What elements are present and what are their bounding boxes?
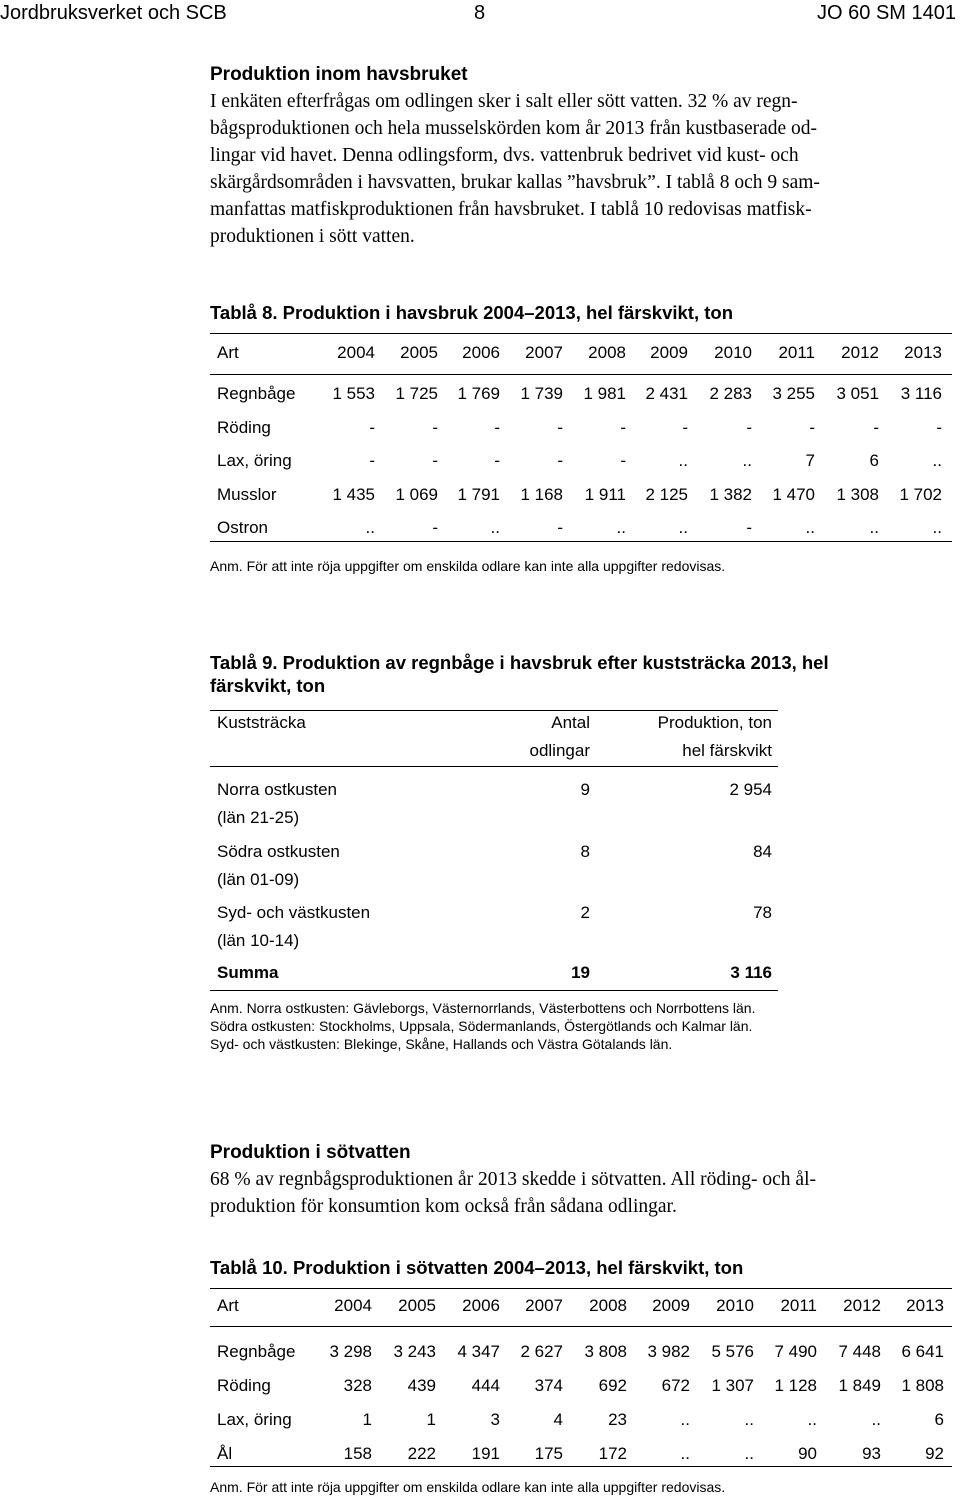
table-cell: 1 911 xyxy=(584,484,626,504)
table-cell: - xyxy=(432,518,438,537)
row-label: Röding xyxy=(217,1376,271,1395)
paragraph-line: produktionen i sött vatten. xyxy=(210,226,415,247)
section-heading-havsbruket: Produktion inom havsbruket xyxy=(210,64,468,85)
table-cell: .. xyxy=(871,1410,881,1429)
table9-total-production: 3 116 xyxy=(730,963,772,982)
table-cell: 1 791 xyxy=(457,484,500,504)
table9-row-sublabel: (län 10-14) xyxy=(217,931,300,950)
table9-note-line: Anm. Norra ostkusten: Gävleborgs, Västernorrlands, Västerbottens och Norrbottens län. xyxy=(210,1000,756,1016)
table9-row-label: Norra ostkusten xyxy=(217,780,337,799)
table-cell: 1 849 xyxy=(838,1376,881,1395)
table-row xyxy=(210,1376,952,1398)
header-left: Jordbruksverket och SCB xyxy=(0,2,227,24)
row-label: Regnbåge xyxy=(217,1342,296,1361)
table8-caption xyxy=(210,302,733,324)
row-label: Röding xyxy=(217,417,271,437)
table-cell: .. xyxy=(678,518,688,537)
table-cell: .. xyxy=(744,1410,754,1429)
table-cell: 1 xyxy=(426,1410,436,1429)
table-rule xyxy=(210,990,778,991)
table9-row-label: Södra ostkusten xyxy=(217,842,340,861)
table9-caption-line: Tablå 9. Produktion av regnbåge i havsbruk efter kuststräcka 2013, hel xyxy=(210,652,829,673)
table-cell: - xyxy=(620,417,626,437)
table-cell: .. xyxy=(742,451,752,470)
table10-header-year: 2012 xyxy=(843,1296,881,1315)
table10-header-art: Art xyxy=(217,1296,239,1315)
table-cell: .. xyxy=(365,518,375,537)
table-cell: 3 982 xyxy=(647,1342,690,1361)
table-cell: 1 739 xyxy=(520,384,563,403)
table-cell: - xyxy=(432,451,438,470)
table-cell: 191 xyxy=(471,1444,500,1463)
table-cell: 2 627 xyxy=(520,1342,563,1361)
table-cell: 1 307 xyxy=(711,1376,754,1395)
table-cell: 3 808 xyxy=(584,1342,627,1361)
table-cell: .. xyxy=(932,518,942,537)
table-row xyxy=(210,418,952,440)
table-cell: 444 xyxy=(471,1376,500,1395)
table9-caption-line: färskvikt, ton xyxy=(210,675,326,696)
table-cell: 158 xyxy=(343,1444,372,1463)
table-cell: 7 490 xyxy=(774,1342,817,1361)
table-cell: 3 116 xyxy=(900,384,942,403)
table-cell: 6 641 xyxy=(901,1342,944,1361)
table-cell: 439 xyxy=(407,1376,436,1395)
table10-note: Anm. För att inte röja uppgifter om enskilda odlare kan inte alla uppgifter redovisas. xyxy=(210,1479,726,1495)
table8-header-year: 2004 xyxy=(337,343,375,362)
table10-header-year: 2008 xyxy=(589,1296,627,1315)
table10-header-year: 2011 xyxy=(780,1296,817,1315)
table-rule xyxy=(210,374,952,375)
table10-header-year: 2010 xyxy=(716,1296,754,1315)
table-cell: 1 382 xyxy=(709,484,752,504)
table-cell: - xyxy=(620,451,626,470)
table-cell: - xyxy=(936,417,942,437)
table-cell: 3 051 xyxy=(836,384,879,403)
table-cell: 1 553 xyxy=(332,384,375,403)
row-label: Lax, öring xyxy=(217,451,292,470)
table-cell: 172 xyxy=(598,1444,627,1463)
table9-note-line: Syd- och västkusten: Blekinge, Skåne, Hallands och Västra Götalands län. xyxy=(210,1036,673,1052)
table10-header-year: 2005 xyxy=(398,1296,436,1315)
table-row xyxy=(210,485,952,507)
table-cell: 1 769 xyxy=(457,384,500,403)
table-row xyxy=(210,1444,952,1466)
table-cell: - xyxy=(809,417,815,437)
table-rule xyxy=(210,1466,952,1467)
table-cell: 3 255 xyxy=(772,384,815,403)
table8-header-year: 2005 xyxy=(400,343,438,362)
table9-row-production: 84 xyxy=(753,842,772,861)
table8-header-year: 2008 xyxy=(588,343,626,362)
table-cell: 90 xyxy=(798,1444,817,1463)
table8-header-year: 2007 xyxy=(525,343,563,362)
table-cell: - xyxy=(494,417,500,437)
table-cell: .. xyxy=(744,1444,754,1463)
table-cell: 1 981 xyxy=(583,384,626,403)
paragraph-line: produktion för konsumtion kom också från sådana odlingar. xyxy=(210,1196,677,1217)
table-cell: 1 xyxy=(362,1410,372,1429)
table9-row-sublabel: (län 01-09) xyxy=(217,870,300,889)
table-cell: - xyxy=(682,417,688,437)
table8-caption-text: Tablå 8. Produktion i havsbruk 2004–2013, hel färskvikt, ton xyxy=(210,302,733,323)
table-cell: 1 168 xyxy=(520,484,563,504)
page-number: 8 xyxy=(474,2,486,24)
table-cell: .. xyxy=(678,451,688,470)
table-row xyxy=(210,451,952,473)
table-rule xyxy=(210,710,778,711)
table9-row-label: Syd- och västkusten xyxy=(217,903,371,922)
table-cell: - xyxy=(369,451,375,470)
table8-header-art: Art xyxy=(217,343,239,362)
table-cell: .. xyxy=(680,1410,690,1429)
table-row xyxy=(210,518,952,540)
table-cell: - xyxy=(369,417,375,437)
table10-header-year: 2009 xyxy=(652,1296,690,1315)
table-cell: - xyxy=(746,518,752,537)
table9-caption xyxy=(210,652,829,697)
table-cell: 1 069 xyxy=(395,484,438,504)
table-cell: 2 125 xyxy=(645,484,688,504)
row-label: Ål xyxy=(217,1444,233,1463)
table10-header-year: 2007 xyxy=(525,1296,563,1315)
table-cell: 6 xyxy=(869,451,879,470)
paragraph-line: manfattas matfiskproduktionen från havsbruket. I tablå 10 redovisas matfisk- xyxy=(210,199,812,220)
table-cell: 3 xyxy=(490,1410,500,1429)
table-cell: 2 431 xyxy=(645,384,688,403)
section-paragraph-sotvatten xyxy=(210,1166,816,1220)
row-label: Musslor xyxy=(217,484,277,504)
table9-row-count: 9 xyxy=(580,780,590,799)
row-label: Lax, öring xyxy=(217,1410,292,1429)
table-cell: .. xyxy=(869,518,879,537)
table-cell: .. xyxy=(680,1444,690,1463)
table-cell: 692 xyxy=(598,1376,627,1395)
table8-header-year: 2010 xyxy=(714,343,752,362)
table8-header-year: 2012 xyxy=(841,343,879,362)
paragraph-line: I enkäten efterfrågas om odlingen sker i salt eller sött vatten. 32 % av regn- xyxy=(210,91,798,112)
table-cell: 672 xyxy=(661,1376,690,1395)
table10-caption xyxy=(210,1257,743,1279)
table9 xyxy=(210,710,778,992)
paragraph-line: bågsproduktionen och hela musselskörden kom år 2013 från kustbaserade od- xyxy=(210,118,818,139)
table9-header-production-unit: hel färskvikt xyxy=(682,741,772,760)
table-cell: 1 308 xyxy=(836,484,879,504)
table-rule xyxy=(210,1326,952,1327)
table-cell: 1 725 xyxy=(395,384,438,403)
table-cell: .. xyxy=(805,518,815,537)
paragraph-line: lingar vid havet. Denna odlingsform, dvs. vattenbruk bedrivet vid kust- och xyxy=(210,145,799,166)
table10-header-year: 2006 xyxy=(462,1296,500,1315)
table9-row-production: 78 xyxy=(753,903,772,922)
table9-total-label: Summa xyxy=(217,963,279,982)
table-cell: 23 xyxy=(608,1410,627,1429)
table-row xyxy=(210,384,952,406)
table-cell: 1 435 xyxy=(332,484,375,504)
table-cell: 1 702 xyxy=(899,484,942,504)
table8 xyxy=(210,333,952,543)
table10-header-year: 2013 xyxy=(906,1296,944,1315)
table-row xyxy=(210,1410,952,1432)
table8-header-row xyxy=(210,343,952,365)
table9-row-count: 8 xyxy=(580,842,590,861)
table-cell: 1 128 xyxy=(774,1376,817,1395)
table-cell: 175 xyxy=(534,1444,563,1463)
row-label: Regnbåge xyxy=(217,384,296,403)
table9-row-count: 2 xyxy=(580,903,590,922)
table10-header-row xyxy=(210,1296,952,1318)
table8-header-year: 2013 xyxy=(904,343,942,362)
table-cell: 3 298 xyxy=(329,1342,372,1361)
table-cell: - xyxy=(494,451,500,470)
header-right: JO 60 SM 1401 xyxy=(817,2,956,24)
table-rule xyxy=(210,1288,952,1289)
table-cell: .. xyxy=(490,518,500,537)
table-cell: 222 xyxy=(407,1444,436,1463)
paragraph-line: 68 % av regnbågsproduktionen år 2013 skedde i sötvatten. All röding- och ål- xyxy=(210,1169,816,1190)
table-cell: 4 347 xyxy=(457,1342,500,1361)
table-cell: - xyxy=(873,417,879,437)
table10-header-year: 2004 xyxy=(334,1296,372,1315)
table-cell: 5 576 xyxy=(711,1342,754,1361)
table-cell: 3 243 xyxy=(393,1342,436,1361)
table9-row-sublabel: (län 21-25) xyxy=(217,808,300,827)
table-cell: .. xyxy=(932,451,942,470)
table-cell: - xyxy=(557,451,563,470)
table8-header-year: 2006 xyxy=(462,343,500,362)
table-cell: 7 448 xyxy=(838,1342,881,1361)
table-rule xyxy=(210,541,952,542)
table-cell: - xyxy=(557,417,563,437)
table9-header-count-unit: odlingar xyxy=(529,741,590,760)
table9-row-production: 2 954 xyxy=(729,780,772,799)
table9-header-count: Antal xyxy=(551,713,590,732)
table-cell: - xyxy=(432,417,438,437)
table8-header-year: 2009 xyxy=(650,343,688,362)
table-cell: 6 xyxy=(934,1410,944,1429)
table-rule xyxy=(210,333,952,334)
table-cell: 374 xyxy=(534,1376,563,1395)
table-row xyxy=(210,1342,952,1364)
table-cell: - xyxy=(557,518,563,537)
table-cell: - xyxy=(746,417,752,437)
table10 xyxy=(210,1288,952,1470)
row-label: Ostron xyxy=(217,518,269,537)
table-rule xyxy=(210,766,778,767)
table-cell: .. xyxy=(616,518,626,537)
table-cell: 328 xyxy=(343,1376,372,1395)
table-cell: 93 xyxy=(862,1444,881,1463)
table-cell: 4 xyxy=(553,1410,563,1429)
table9-header-production: Produktion, ton xyxy=(657,713,772,732)
table-cell: 1 470 xyxy=(772,484,815,504)
table-cell: 2 283 xyxy=(709,384,752,403)
table9-total-count: 19 xyxy=(571,963,590,982)
table10-caption-text: Tablå 10. Produktion i sötvatten 2004–2013, hel färskvikt, ton xyxy=(210,1257,744,1278)
table-cell: 1 808 xyxy=(901,1376,944,1395)
paragraph-line: skärgårdsområden i havsvatten, brukar kallas ”havsbruk”. I tablå 8 och 9 sam- xyxy=(210,172,820,193)
section-paragraph-havsbruket xyxy=(210,88,820,250)
table-cell: 92 xyxy=(925,1444,944,1463)
table9-header-region: Kuststräcka xyxy=(217,713,306,732)
table-cell: .. xyxy=(807,1410,817,1429)
table8-header-year: 2011 xyxy=(778,343,815,362)
table-cell: 7 xyxy=(805,451,815,470)
table9-note-line: Södra ostkusten: Stockholms, Uppsala, Södermanlands, Östergötlands och Kalmar län. xyxy=(210,1018,753,1034)
table8-note: Anm. För att inte röja uppgifter om enskilda odlare kan inte alla uppgifter redovisas. xyxy=(210,558,726,574)
section-heading-sotvatten: Produktion i sötvatten xyxy=(210,1142,411,1163)
